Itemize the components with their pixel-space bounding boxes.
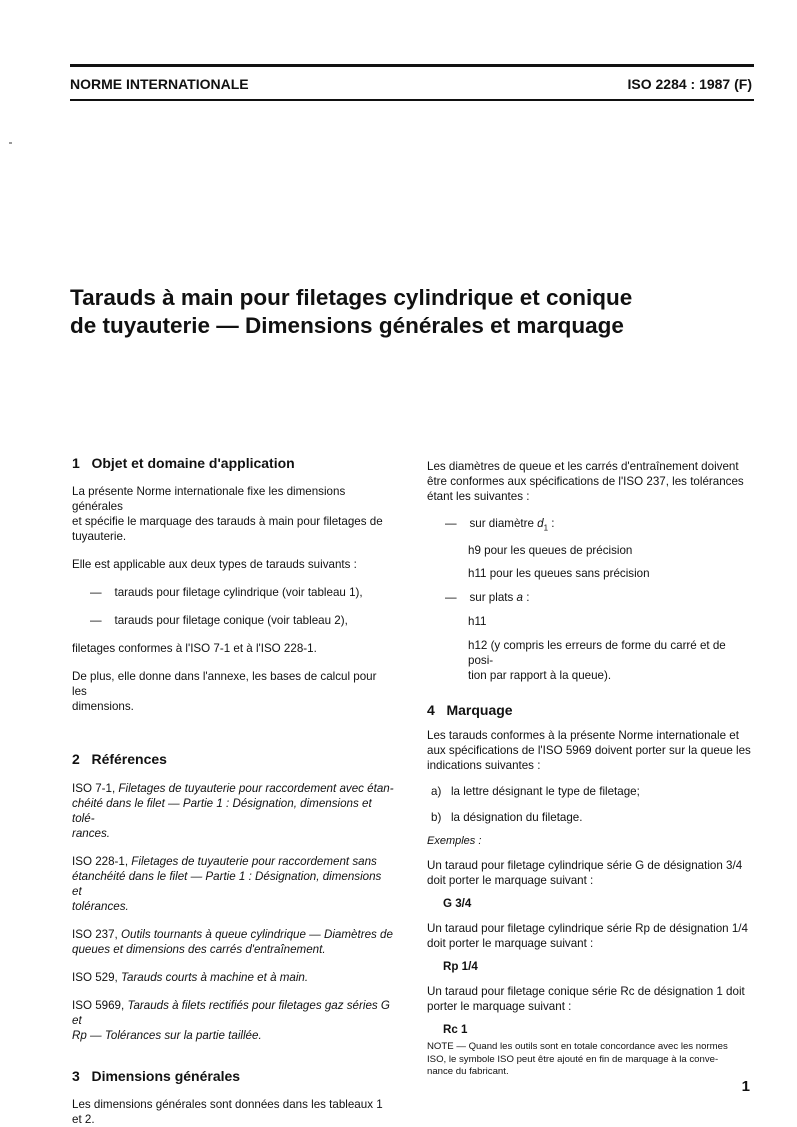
section-3-heading: 3 Dimensions générales <box>72 1068 241 1084</box>
note-l3: nance du fabricant. <box>427 1066 509 1078</box>
ref-iso-228-1 <box>72 854 394 869</box>
s1-p1-l1: La présente Norme internationale fixe les dimensions générales <box>72 485 346 513</box>
marking-item-b <box>427 810 753 825</box>
s1-p1-l2: et spécifie le marquage des tarauds à main pour filetages de <box>72 515 383 528</box>
tolerance-item-diameter <box>427 516 753 535</box>
ref-iso-228-1-l2: étanchéité dans le filet — Partie 1 : Désignation, dimensions et <box>72 870 382 898</box>
tol-flats-h12-l2: tion par rapport à la queue). <box>468 669 612 683</box>
s1-p4-l1: De plus, elle donne dans l'annexe, les bases de calcul pour les <box>72 670 377 698</box>
ref-title: Filetages de tuyauterie pour raccordement avec étan- <box>118 782 394 795</box>
item-text: la désignation du filetage. <box>450 811 583 825</box>
s4-p1-l2: aux spécifications de l'ISO 5969 doivent porter sur la queue les <box>427 744 751 758</box>
ref-iso-5969 <box>72 998 394 1028</box>
dash-mark: — <box>445 591 457 605</box>
ref-iso-237 <box>72 927 394 942</box>
s4-p1-l3: indications suivantes : <box>427 759 541 773</box>
left-column <box>72 456 394 1127</box>
s1-li1-text: tarauds pour filetage cylindrique (voir tableau 1), <box>114 586 363 599</box>
s1-p4-l2: dimensions. <box>72 700 134 713</box>
tol-h11: h11 pour les queues sans précision <box>468 567 650 581</box>
item-letter: b) <box>431 811 442 825</box>
document-title <box>70 284 750 340</box>
right-column <box>427 459 753 1079</box>
example-3-l2: porter le marquage suivant : <box>427 1000 572 1014</box>
tol-colon: : <box>522 591 530 605</box>
dash-mark: — <box>445 517 457 530</box>
ref-title: Tarauds à filets rectifiés pour filetages gaz séries G et <box>72 999 390 1027</box>
s1-li2-text: tarauds pour filetage conique (voir tableau 2), <box>114 614 348 627</box>
title-line-2: de tuyauterie — Dimensions générales et marquage <box>70 313 624 338</box>
example-2-l2: doit porter le marquage suivant : <box>427 937 594 951</box>
ref-iso-529 <box>72 970 394 985</box>
tol-variable: d <box>537 517 544 530</box>
example-1-l2: doit porter le marquage suivant : <box>427 874 594 888</box>
tol-flats-h11: h11 <box>468 615 487 629</box>
tol-variable: a <box>516 591 523 605</box>
tol-flats-h12-l1: h12 (y compris les erreurs de forme du carré et de posi- <box>468 639 726 668</box>
dash-mark: — <box>90 614 102 627</box>
s1-list-item-2 <box>72 613 394 628</box>
header-left-label: NORME INTERNATIONALE <box>70 76 249 92</box>
tol-label: sur diamètre <box>469 517 538 530</box>
marking-example-rp14: Rp 1/4 <box>443 960 478 974</box>
ref-code: ISO 7-1, <box>72 782 119 795</box>
tolerance-item-flats <box>427 590 753 605</box>
dash-mark: — <box>90 586 102 599</box>
tol-colon: : <box>548 517 555 530</box>
ref-title: Outils tournants à queue cylindrique — Diamètres de <box>120 928 393 941</box>
ref-iso-237-l2: queues et dimensions des carrés d'entraînement. <box>72 943 326 956</box>
s1-p3: filetages conformes à l'ISO 7-1 et à l'ISO 228-1. <box>72 642 317 655</box>
s1-p2: Elle est applicable aux deux types de tarauds suivants : <box>72 558 357 571</box>
marking-item-a <box>427 784 753 799</box>
section-2-heading: 2 Références <box>72 751 167 767</box>
s1-p1-l3: tuyauterie. <box>72 530 127 543</box>
ref-code: ISO 237, <box>72 928 121 941</box>
ref-title: Filetages de tuyauterie pour raccordement sans <box>131 855 377 868</box>
examples-label: Exemples : <box>427 835 482 848</box>
s1-list-item-1 <box>72 585 394 600</box>
ref-iso-228-1-l3: tolérances. <box>72 900 129 913</box>
ref-code: ISO 228-1, <box>72 855 132 868</box>
s4-p1-l1: Les tarauds conformes à la présente Norme internationale et <box>427 729 739 743</box>
right-p1-l1: Les diamètres de queue et les carrés d'entraînement doivent <box>427 460 739 473</box>
example-2-l1: Un taraud pour filetage cylindrique série Rp de désignation 1/4 <box>427 922 748 936</box>
section-1-heading: 1 Objet et domaine d'application <box>72 455 295 471</box>
right-p1-l2: être conformes aux spécifications de l'ISO 237, les tolérances <box>427 475 744 488</box>
tol-label: sur plats <box>469 591 517 605</box>
tol-subscript: 1 <box>543 523 549 533</box>
item-letter: a) <box>431 785 442 799</box>
header-document-number: ISO 2284 : 1987 (F) <box>627 76 752 92</box>
ref-iso-5969-l2: Rp — Tolérances sur la partie taillée. <box>72 1029 262 1042</box>
right-p1-l3: étant les suivantes : <box>427 490 530 503</box>
item-text: la lettre désignant le type de filetage; <box>450 785 640 799</box>
section-4-heading: 4 Marquage <box>427 702 513 719</box>
example-3-l1: Un taraud pour filetage conique série Rc de désignation 1 doit <box>427 985 745 999</box>
ref-iso-7-1-l3: rances. <box>72 827 111 840</box>
marking-example-rc1: Rc 1 <box>443 1023 468 1037</box>
ref-title: Tarauds courts à machine et à main. <box>120 971 309 984</box>
note-l1: NOTE — Quand les outils sont en totale concordance avec les normes <box>427 1041 728 1053</box>
tol-h9: h9 pour les queues de précision <box>468 544 633 558</box>
note-block <box>427 1041 753 1079</box>
ref-code: ISO 5969, <box>72 999 128 1012</box>
marking-example-g34: G 3/4 <box>443 897 472 911</box>
ref-code: ISO 529, <box>72 971 121 984</box>
page-number: 1 <box>741 1078 750 1095</box>
ref-iso-7-1 <box>72 781 394 796</box>
s3-p1-l2: et 2. <box>72 1113 95 1126</box>
ref-iso-7-1-l2: chéité dans le filet — Partie 1 : Désignation, dimensions et tolé- <box>72 797 372 825</box>
title-line-1: Tarauds à main pour filetages cylindrique et conique <box>70 285 633 310</box>
example-1-l1: Un taraud pour filetage cylindrique série G de désignation 3/4 <box>427 859 743 873</box>
note-l2: ISO, le symbole ISO peut être ajouté en fin de marquage à la conve- <box>427 1053 719 1065</box>
s3-p1-l1: Les dimensions générales sont données dans les tableaux 1 <box>72 1098 383 1111</box>
